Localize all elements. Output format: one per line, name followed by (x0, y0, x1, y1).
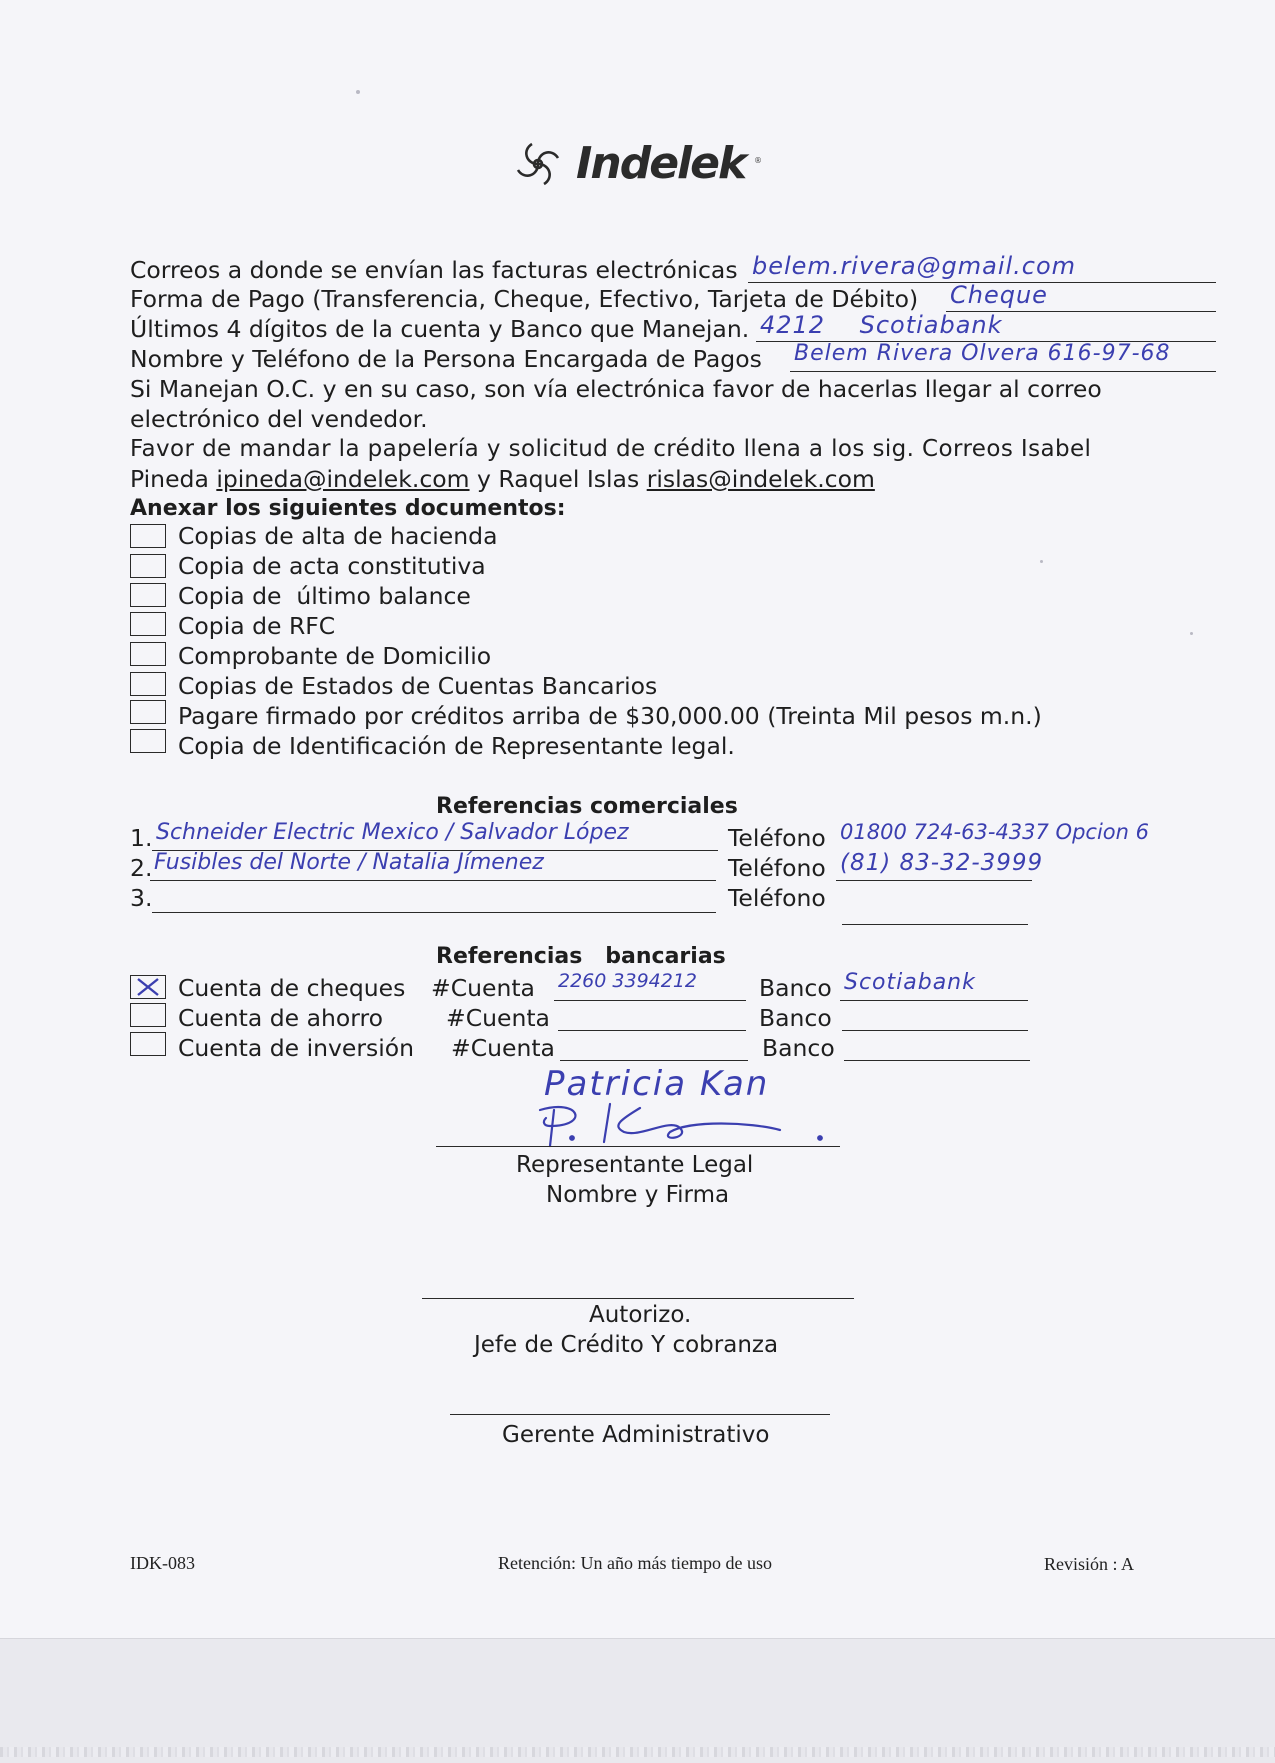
scanner-edge-strip (0, 1747, 1275, 1757)
bank-type-ahorro: Cuenta de ahorro (178, 1004, 384, 1032)
payment-field[interactable] (946, 281, 1216, 312)
contact-field[interactable] (790, 341, 1216, 372)
authorization-signature-line (422, 1298, 854, 1299)
commercial-ref-phone-label-2: Teléfono (728, 854, 826, 882)
raquel-email-link[interactable]: rislas@indelek.com (646, 465, 875, 493)
documents-heading: Anexar los siguientes documentos: (130, 496, 566, 521)
bank-checkbox-cheques[interactable] (130, 975, 166, 999)
representative-name-value: Patricia Kan (544, 1064, 770, 1104)
representative-title: Representante Legal (516, 1152, 754, 1178)
account-label: Últimos 4 dígitos de la cuenta y Banco que Manejan. (130, 315, 750, 343)
check-x-mark-icon (131, 976, 165, 998)
swirl-logo-icon (508, 134, 568, 194)
commercial-ref-num-2: 2. (130, 854, 153, 882)
doc-label-pagare: Pagare firmado por créditos arriba de $30,000.00 (Treinta Mil pesos m.n.) (178, 702, 1042, 730)
commercial-ref-phone-field-3[interactable] (842, 898, 1028, 925)
commercial-ref-phone-1: 01800 724-63-4337 Opcion 6 (840, 820, 1149, 844)
send-note-line1: Favor de mandar la papelería y solicitud de crédito llena a los sig. Correos Isabel (130, 436, 1092, 462)
doc-label-domicilio: Comprobante de Domicilio (178, 642, 492, 670)
commercial-ref-phone-label-3: Teléfono (728, 884, 826, 912)
commercial-ref-name-1: Schneider Electric Mexico / Salvador López (156, 820, 629, 845)
commercial-ref-num-3: 3. (130, 884, 153, 912)
email-field[interactable] (748, 252, 1216, 283)
payment-label: Forma de Pago (Transferencia, Cheque, Efectivo, Tarjeta de Débito) (130, 285, 919, 313)
commercial-ref-phone-2: (81) 83-32-3999 (840, 850, 1044, 876)
send-note-pre: Pineda (130, 465, 217, 493)
logo-wordmark: Indelek (576, 138, 746, 189)
bank-label-2: Banco (759, 1004, 832, 1032)
send-note-mid: y Raquel Islas (469, 465, 647, 493)
bank-account-field-2[interactable] (558, 1004, 746, 1031)
doc-label-rfc: Copia de RFC (178, 612, 336, 640)
authorization-title: Autorizo. (589, 1302, 692, 1328)
payment-value: Cheque (950, 281, 1048, 309)
bank-account-value-1: 2260 3394212 (558, 970, 698, 992)
oc-note-line2: electrónico del vendedor. (130, 405, 428, 433)
bank-type-inversion: Cuenta de inversión (178, 1034, 415, 1062)
scan-speck (356, 90, 360, 94)
commercial-ref-num-1: 1. (130, 824, 153, 852)
doc-label-acta: Copia de acta constitutiva (178, 552, 486, 580)
scan-speck (1040, 560, 1043, 563)
doc-checkbox-pagare[interactable] (130, 700, 166, 724)
bank-label-3: Banco (762, 1034, 835, 1062)
bank-name-field-2[interactable] (842, 1004, 1028, 1031)
doc-checkbox-acta[interactable] (130, 554, 166, 578)
bank-name-value-1: Scotiabank (844, 970, 976, 995)
contact-label: Nombre y Teléfono de la Persona Encargada de Pagos (130, 345, 762, 373)
doc-checkbox-domicilio[interactable] (130, 642, 166, 666)
representative-subtitle: Nombre y Firma (546, 1182, 730, 1208)
manager-title: Gerente Administrativo (502, 1422, 770, 1448)
email-label: Correos a donde se envían las facturas electrónicas (130, 256, 738, 284)
authorization-subtitle: Jefe de Crédito Y cobranza (474, 1332, 779, 1358)
commercial-ref-name-field-3[interactable] (152, 886, 716, 913)
bank-name-field-3[interactable] (844, 1034, 1030, 1061)
registered-mark: ® (754, 156, 762, 165)
doc-checkbox-balance[interactable] (130, 583, 166, 607)
account-value: 4212 Scotiabank (760, 311, 1003, 339)
account-field[interactable] (756, 311, 1216, 342)
bank-account-label-2: #Cuenta (446, 1004, 550, 1032)
bank-refs-heading: Referencias bancarias (436, 944, 726, 969)
bank-label-1: Banco (759, 974, 832, 1002)
form-code: IDK-083 (130, 1553, 195, 1573)
bank-type-cheques: Cuenta de cheques (178, 974, 406, 1002)
doc-checkbox-hacienda[interactable] (130, 524, 166, 548)
scan-margin (0, 1638, 1275, 1763)
bank-checkbox-inversion[interactable] (130, 1032, 166, 1056)
commercial-ref-phone-label-1: Teléfono (728, 824, 826, 852)
doc-label-identificacion: Copia de Identificación de Representante legal. (178, 732, 735, 760)
revision-label: Revisión : A (1044, 1554, 1135, 1574)
representative-signature-line (436, 1146, 840, 1147)
bank-checkbox-ahorro[interactable] (130, 1003, 166, 1027)
doc-label-balance: Copia de último balance (178, 582, 471, 610)
doc-label-hacienda: Copias de alta de hacienda (178, 522, 498, 550)
commercial-ref-phone-field-2[interactable] (836, 850, 1044, 881)
doc-checkbox-estados[interactable] (130, 672, 166, 696)
isabel-email-link[interactable]: ipineda@indelek.com (216, 465, 470, 493)
commercial-ref-name-field-1[interactable] (152, 820, 718, 851)
commercial-ref-phone-field-1[interactable] (836, 820, 1236, 850)
doc-label-estados: Copias de Estados de Cuentas Bancarios (178, 672, 658, 700)
contact-value: Belem Rivera Olvera 616-97-68 (794, 341, 1171, 366)
scan-speck (1190, 632, 1193, 635)
bank-account-field-1[interactable] (554, 970, 746, 1001)
bank-account-field-3[interactable] (560, 1034, 748, 1061)
bank-account-label-3: #Cuenta (451, 1034, 555, 1062)
retention-note: Retención: Un año más tiempo de uso (498, 1553, 772, 1573)
indelek-logo (508, 134, 768, 198)
doc-checkbox-rfc[interactable] (130, 612, 166, 636)
oc-note-line1: Si Manejan O.C. y en su caso, son vía electrónica favor de hacerlas llegar al correo (130, 375, 1102, 403)
bank-name-field-1[interactable] (840, 970, 1028, 1001)
send-note-line2 (130, 465, 875, 493)
bank-account-label-1: #Cuenta (431, 974, 535, 1002)
commercial-ref-name-field-2[interactable] (150, 850, 716, 881)
doc-checkbox-identificacion[interactable] (130, 729, 166, 753)
commercial-refs-heading: Referencias comerciales (436, 794, 738, 819)
commercial-ref-name-2: Fusibles del Norte / Natalia Jímenez (154, 850, 544, 875)
manager-signature-line (450, 1414, 830, 1415)
email-value: belem.rivera@gmail.com (752, 252, 1077, 280)
